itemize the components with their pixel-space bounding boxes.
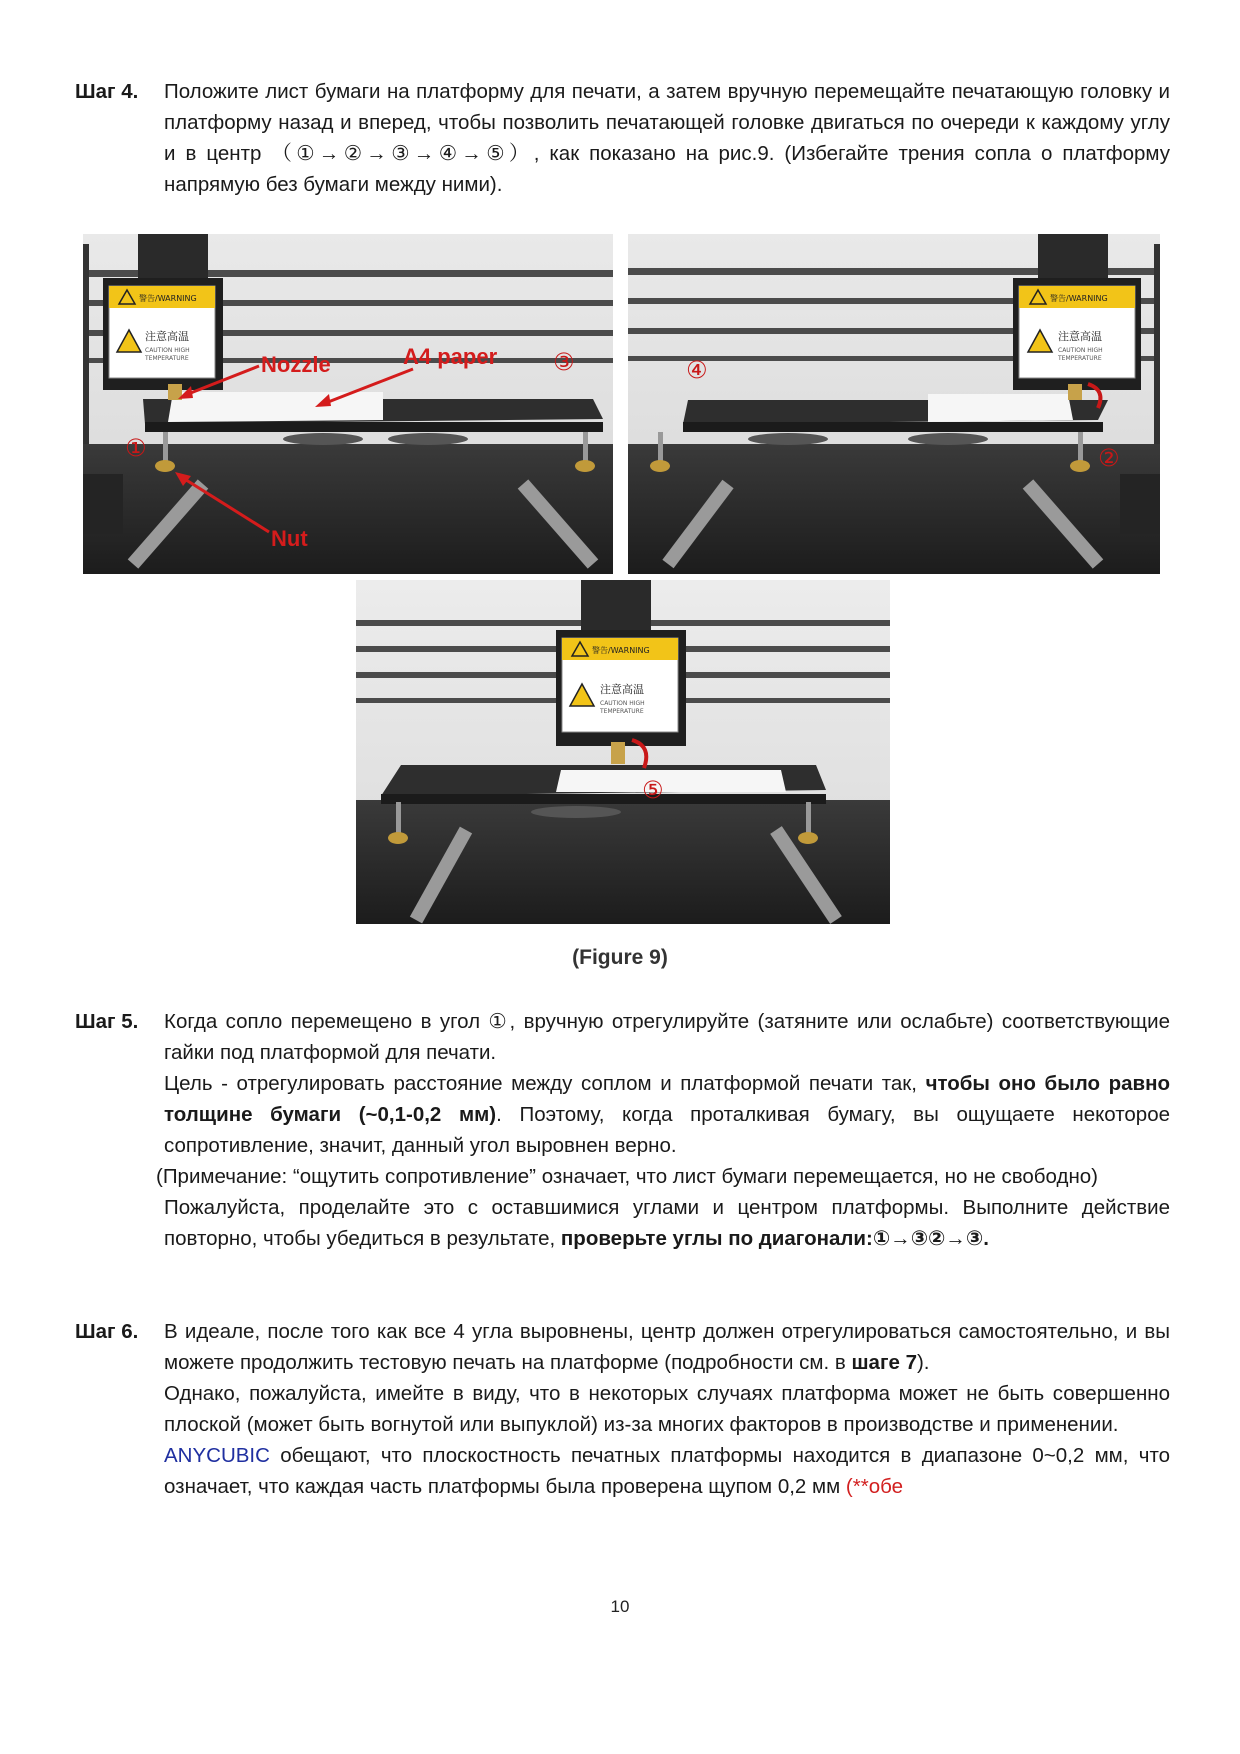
step-5 xyxy=(75,1006,1170,1254)
step-4 xyxy=(75,76,1170,200)
step-5-label: Шаг 5. xyxy=(75,1010,139,1033)
step-6-p1-text: В идеале, после того как все 4 угла выровнены, центр должен отрегулироваться самостоятельно, и вы можете продолжить тестовую печать на платформе (подробности см. в xyxy=(164,1320,1170,1374)
warning-label-right: 警告/WARNING xyxy=(1050,294,1108,303)
warning-label-center: 警告/WARNING xyxy=(592,646,650,655)
callout-nozzle: Nozzle xyxy=(261,352,331,377)
callout-a4-paper: A4 paper xyxy=(403,344,498,369)
step-4-label: Шаг 4. xyxy=(75,80,139,103)
caution-en2-left: TEMPERATURE xyxy=(145,355,189,362)
caution-en2-right: TEMPERATURE xyxy=(1058,355,1102,362)
marker-2: ② xyxy=(1098,444,1120,472)
printer-photo-right xyxy=(628,234,1160,574)
step-6-paragraph-3 xyxy=(164,1440,1170,1502)
step-6 xyxy=(75,1316,1170,1502)
caution-cn-right: 注意高温 xyxy=(1058,330,1102,343)
step-5-p2-text-c: . Поэтому, когда проталкивая бумагу, вы ощущаете некоторое сопротивление, значит, данный угол выровнен верно. xyxy=(164,1103,1171,1157)
step-6-p1-bold: шаге 7 xyxy=(851,1351,917,1374)
marker-3: ③ xyxy=(553,348,575,376)
caution-en2-center: TEMPERATURE xyxy=(600,708,644,715)
figure-caption: (Figure 9) xyxy=(572,946,668,969)
caution-en1-right: CAUTION HIGH xyxy=(1058,347,1103,354)
step-6-p3-red: (**обе xyxy=(845,1475,904,1498)
page-number: 10 xyxy=(610,1597,630,1616)
step-4-text: Положите лист бумаги на платформу для печати, а затем вручную перемещайте печатающую головку и платформу назад и вперед, чтобы позволить печатающей головке двигаться по очереди к каждому углу и в центр （①→②→③→④→⑤）, как показано на рис.9. (Избегайте трения сопла о платформу напрямую без бумаги между ними). xyxy=(164,80,1170,196)
step-5-p2-text-a: Цель - отрегулировать расстояние между соплом и платформой печати так, xyxy=(164,1072,926,1095)
marker-1: ① xyxy=(125,434,147,462)
step-5-p4-bold: проверьте углы по диагонали:①→③②→③. xyxy=(560,1227,989,1250)
step-5-p2-bold: чтобы оно было равно толщине бумаги (~0,1-0,2 мм) xyxy=(164,1072,1170,1126)
brand-anycubic: ANYCUBIC xyxy=(164,1444,270,1467)
photo-corner-1-3 xyxy=(83,234,613,574)
marker-5: ⑤ xyxy=(642,776,664,804)
callout-nut: Nut xyxy=(271,526,308,551)
step-6-paragraph-1 xyxy=(164,1316,1170,1378)
step-5-note: (Примечание: “ощутить сопротивление” означает, что лист бумаги перемещается, но не свободно) xyxy=(156,1165,1099,1188)
printer-photo-center xyxy=(356,580,890,924)
caution-en1-center: CAUTION HIGH xyxy=(600,700,645,707)
step-5-paragraph-2 xyxy=(164,1068,1170,1161)
marker-4: ④ xyxy=(686,356,708,384)
step-5-paragraph-1: Когда сопло перемещено в угол ①, вручную отрегулируйте (затяните или ослабьте) соответствующие гайки под платформой для печати. xyxy=(164,1010,1170,1064)
step-6-p1-end: ). xyxy=(916,1351,930,1374)
warning-label-left: 警告/WARNING xyxy=(139,294,197,303)
caution-cn-center: 注意高温 xyxy=(600,683,644,696)
step-5-paragraph-4 xyxy=(164,1192,1170,1254)
photo-corner-4-2 xyxy=(628,234,1160,574)
printer-photo-left xyxy=(83,234,613,574)
step-6-paragraph-2: Однако, пожалуйста, имейте в виду, что в некоторых случаях платформа может не быть совершенно плоской (может быть вогнутой или выпуклой) из-за многих факторов в производстве и применении. xyxy=(164,1382,1170,1436)
step-6-p3-text: обещают, что плоскостность печатных платформы находится в диапазоне 0~0,2 мм, что означает, что каждая часть платформы была проверена щупом 0,2 мм xyxy=(164,1444,1170,1498)
step-6-label: Шаг 6. xyxy=(75,1320,139,1343)
caution-cn-left: 注意高温 xyxy=(145,330,189,343)
step-5-p4-text: Пожалуйста, проделайте это с оставшимися углами и центром платформы. Выполните действие повторно, чтобы убедиться в результате, xyxy=(164,1196,1170,1250)
caution-en1-left: CAUTION HIGH xyxy=(145,347,190,354)
photo-center-5 xyxy=(356,580,890,924)
